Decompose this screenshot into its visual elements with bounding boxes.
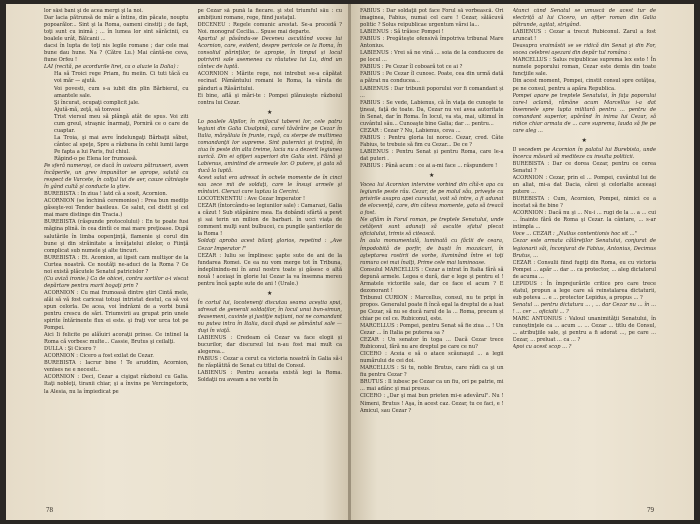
text-paragraph: LABIENUS : Cezar a trecut Rubiconul. Zarul a fost aruncat ! xyxy=(512,29,656,43)
text-paragraph: FABIUS : Pregăteşte ofensivă împotriva tribunal Mare Antonius. xyxy=(360,36,504,50)
text-paragraph: În cortul lui, locotenenţi discutau seama aceștia spui, adresat de generali soldaților, în locul unui bun-simun, deasemeni, cuvinte şi justiţie naţiuni, noi ne comandant nu putea intra în Italia, dacă după se pământul sale — duşi în viaţă. xyxy=(197,299,342,334)
left-page xyxy=(6,4,350,520)
text-paragraph: FABIUS : Pe Cezar îl coboară tot ce ai ? xyxy=(360,64,463,71)
text-paragraph: LABIENUS : Credeam că Cezar va face elogii și bucurilor, dar discursul lui n-au fost mai mult ca alegerea... xyxy=(197,335,342,356)
text-paragraph: dacsi în lupta de toţi nis legile romane ; dar cele mai bune dau hune. Na ? (Către Lu.) Mai cântă-ne ceva, fiune Orfeu ! xyxy=(44,43,189,64)
right-page-column-2 xyxy=(513,8,657,500)
text-paragraph: FABIUS : Până acum : ce ai a-mi face ... răspundere ! xyxy=(360,163,498,170)
text-paragraph: Soldaţi aproba acest bilanţ glorios, repetind : „Ave Cezar Imperator !" xyxy=(197,238,342,252)
text-paragraph: DECENEU : Regele comunic arestat. Se-a procedă ? Noi. monograf Cecilia... Spuse mai departe. xyxy=(197,22,342,36)
text-paragraph: Pompei apare pe treptele Senatului, în faţa poporului care-l aclamă, rămâne acum Marcellus i-a dat însemnele spre lupta militară pentru ... pentru de comandant superior, apărând în inima lui Cezar, să ridice chiar armata de ... care suprema, lauda să fie pe care aleg ... xyxy=(512,92,656,134)
text-paragraph: (Cu aviză ironie.) Ca de obicei, contra sortilor a-i viscut depărtare pentru marii bogaţi prin ? xyxy=(44,275,189,289)
text-paragraph: Consulul MARCELLUS : Cezar a intrat în Italia fără să depună armele. Legea e dură, dar e lege şi pentru el ! Armatele victoriile sale, dar ce face el acum ? E dezonorant ! xyxy=(360,266,504,294)
text-paragraph: CEZAR : Un senator în toga ... Dacă Cezar trece Rubiconul, fără nu are dreptul pe care ce nu? xyxy=(360,337,504,351)
text-paragraph: BUREBISTA : In ziua ! latd că a sosit, Acornion. xyxy=(44,191,168,198)
text-paragraph: BRUTUS : Il iubesc pe Cezar ca un fiu, ori pe patrie, mi ... mai adânc şi mai presus. xyxy=(360,379,504,393)
text-paragraph: FABIUS : Pentru gloria lui noroc. Cezar, cred. Câte Fabius, te trebuie să fim cu Cezar... De ce ? xyxy=(360,134,504,148)
text-paragraph: Deasupra vraimâstii se se ridică din Senat şi din For, vocea celebrei aşezani din depăr tul româna : xyxy=(512,43,656,57)
text-paragraph: Apartul şi păsându-se Deceneu ascultând vocea lui Acornion, care, evident, despre pericole ce la Roma, în consoliul părinţilor, te apropie, în timpul și locul potrivirii sale asemenea cu răutatea lui Lu, dind un cântec de luptă. xyxy=(197,36,342,71)
text-paragraph: Lo poalele Alpilor, în mijlocul taberei lor, cele patru legiuni din Galia Cisalpină, careî tăvărăre pe Cezar în Italia, mărşăluia în frunte, rugă, cu sterpe de multimea comandanţii lor supreme. Sint puternici şi truţină, în ziua în peste din alta treime, lacia nu a dezerit legiunea aurică. Din ei ofiţeri superiori din Galia sint. Făină şi Labienus, amintind de armeale lor. O putere, şi gata să ducă la luptă. xyxy=(197,118,342,174)
text-paragraph: Acest salut era adresat în ochele momente de în cinci sau zece mii de soldaţi, care le însuşi armele şi mîntuiri. Cleruzi care luptau la Cercini. xyxy=(197,175,342,196)
text-paragraph: ACORNION : Cezar, prin el ... Pompei, cuvântul lui de un aliat, mi-a dat Dacia, cărei şi celorlalte aceeaşi putere ... xyxy=(512,175,656,196)
text-paragraph: BUREBISTA : Et. Acomion, ai lipsit cam multişor de la Curtea noastră. Ce noutăţi ne-aduci de la Roma ? Ce noi există plăcutele Senatul patricislor ? xyxy=(44,254,189,275)
text-paragraph: pe Cezar să pună la fiecare. şi stel triumful său : cu ambițiuni romane, rege, fiind justaţul. xyxy=(197,8,342,22)
right-page xyxy=(350,4,694,520)
text-paragraph: Răpind-o pe Elena lor frumoasă. xyxy=(54,155,138,162)
text-paragraph: LABIENUS : Să trăiesc Pompei ! xyxy=(360,29,444,36)
text-paragraph: DULLA : Şi Cicero ? xyxy=(44,346,96,353)
book-gutter xyxy=(348,4,351,520)
text-paragraph: MARCELLUS : Si tu, noble Brutus, care râdi ca şi un fiu pentru Cezar ? xyxy=(360,365,504,379)
text-paragraph: Pe sferă numeroşi, ce dacă în uvioara pătrunseri, avem încăperile, un grev impunător se aprope, salută cu respect de Varcete, în colţul lui de aer, cauze câtniaşte în gând cultă şi conducte la ştire. xyxy=(44,163,189,191)
text-paragraph: LOCOTENENTIU : Ave Cezar Imperator ! xyxy=(197,196,306,203)
text-paragraph: MARCELLUS : Pompei, pentru Senat să fie ziua ... ! Un Cezar ... în Italia pe puterea sa ? xyxy=(360,323,504,337)
text-paragraph: Ei bine, află şi mări-te : Pompei plănuieşte războiul contra lui Cezar. xyxy=(197,92,342,106)
text-paragraph: ACORNION : Cu mai frumoasă dintre ştiri Cintă mele, alăi să vă fost cariceai totuşi intristat destul, ca să voi spun celorla. De acea, voi îndrăzni de a vorbi bună pentru crescu de sări. Triumvirii au grupat prin unele spirite întărinente flux ei este. şi fraţi vor urca tot pe Pompei. xyxy=(44,289,189,332)
text-paragraph: LABIENUS : Dar tribunii poporului vor fi comandant și ... xyxy=(360,85,504,99)
text-paragraph: LABIENUS : Pentru aceasta există legi la Roma. Soldaţii nu aveam a ne vorbi în xyxy=(197,370,342,384)
text-paragraph: La Troia, şi mai avre îndelungaţi Bărbaţii săbut, cântec al speţe, Spre a răzbuna în cehii lumii large Pe fapta a lui Paris, fiul chiul. xyxy=(54,134,189,155)
text-paragraph: Apoi cu acest scop ... ? xyxy=(512,344,572,351)
right-page-column-1 xyxy=(360,8,504,500)
text-paragraph: FABIUS : Dar soldaţii pot face Forul să vorbească. Ori imaginea, Fabius, numai cel care ! Cezar, sălăcuvă politic ? Solus reipublicae urgentum vărsi la... xyxy=(360,8,504,29)
text-paragraph: Trist viersul meu să plângă atât de spus. Voi ziti cum greul, straşnic înarmaţi, Porniră ce o care de cuaptar. xyxy=(54,113,189,134)
text-paragraph: FABIUS : Se vede, Labienus, că în viaţa de cunoşte te ţineai, faţă de toate. Da, Cezar nu vei avea autoritate în Senat, dar în Roma. În locul, va sta, mai, ultimul în cuvântul său... Cunoaşte bine Galia; dar ... pentru... xyxy=(360,99,504,127)
text-paragraph: Din acest moment, Pompei, cinstit consul spre cetăţea, pe ne consul, pentru a apăra Republica. xyxy=(512,78,656,92)
text-paragraph: LABIENUS : Pentru Senat și pentru Roma, care le-a dat puteri . xyxy=(360,148,504,162)
text-paragraph: FABIUS : Cezar a cerut ca victoria noastră în Galia să-i fie răsplătită de Senat cu titlul de Consul. xyxy=(197,356,342,370)
book-spread xyxy=(6,4,694,520)
text-paragraph: FABIUS : Pe Cezar îl cunosc. Poate, cea din urmă dată a pătrat nu conducea... xyxy=(360,71,504,85)
text-paragraph: ACORNION : Dacă nu şi ... Nu-i ... rugi de la ... a ... cui ... înainte fără de Roma şi Cezar. la cântare, ... s-ar intimpla ... xyxy=(512,210,656,231)
text-paragraph: ACORNION : Mărite rege, noi intrebut se-a căpătat vecinaf. Pământului romani le Roma, la vărsta de gânduri a Răsăritului. xyxy=(197,71,342,92)
text-paragraph: ACORNION : Cicero a fost exilat de Cezar. xyxy=(44,353,154,360)
text-paragraph: ACORNION (se închină ceremonios) : Prea bun mediţo găseşte-voi Tender basileus. Ce salut, cel distit şi cel mai mare distinge din Tracia.) xyxy=(44,198,189,219)
text-paragraph: Dar lacia pătrunsă de măr a întins, din păcate, nouptu popoarălor... Sint şi la Roma, oameni cinstiţi ; de fapt, toţi sunt cu inimă ; ... în lumea lor sint sărăcinii, cu boalele urât, Bălcanii ... xyxy=(44,15,189,43)
text-paragraph: Il vecedem pe Acornion în palatul lui Burebista, unde încerca măsură să mediteze cu insulta politicii. xyxy=(512,146,656,160)
right-page-number: 79 xyxy=(647,506,654,514)
left-page-column-2 xyxy=(198,8,343,500)
section-separator-star: ★ xyxy=(581,136,587,144)
text-paragraph: Ajută-mă, zeţă, să tonvesi xyxy=(54,106,121,113)
text-paragraph: Senatul ... pentru dictatura ... , ... dar Cezar nu ... în ... ! ... cer ... oficialii ... ? xyxy=(512,301,656,315)
text-paragraph: CICERO : Aceia e să o atace scăunaşul ... a legii numărului de cei doi. xyxy=(360,351,504,365)
right-page-columns xyxy=(360,8,656,500)
text-paragraph: Ha să Troici rege Priam, fiu meiin. Ci tuti tăcă cu voi măr — ajută. xyxy=(54,71,189,85)
text-paragraph: BUREBISTA (răspunde protocolului) : En te poate fusi măgina plină. în cea dintîi ce mai mare preţioase. După salutările în limba oopenţinţă, flamenie şi corul din bune şi din străinitate a învăţatelui zilelor, o Fiinţă complicat sub numele şi alte tincuri. xyxy=(44,219,189,254)
text-paragraph: lor săsi bani şi de acea mergi şi la noi. xyxy=(44,8,143,14)
text-paragraph: LAI (recită, pe acordurile lirei, ca o aluzie la Dalia) : xyxy=(44,64,179,71)
text-paragraph: Vocea lui Acornion intervine vorbind din cîtă-n apa cu legiunile peste râu. Cezar, de pe malul său, priveşte cu privirile asupra apei cursului, voit să intre, a fi adunat de elocvenţă, care, din câteva momente, gata să treacă a fost. xyxy=(360,182,504,217)
section-separator-star: ★ xyxy=(267,108,273,116)
left-page-columns xyxy=(44,8,342,500)
text-paragraph: CEZAR (întorcându-se legiunilor sale) : Camarazi, Galia a căzut ! Sub stăpânire mea. Ea dobândi sfârtă a pewt şi sai terin un milion de barbari. în ucci viaţa de comment mulţi sunt bulbucei, cu pungile şantierilor de la Roma ! xyxy=(197,203,342,238)
section-separator-star: ★ xyxy=(267,289,273,297)
text-paragraph: Cezar este armata călăreţilor Senatului, conjurat de legionarii săi, înconjurat de Fabius, Antonius, Decimus Brutus, ... xyxy=(512,238,656,259)
text-paragraph: BUREBISTA : Iacrur bine ! Te aruddim, Acornion, venises ne e necesit.. xyxy=(44,360,189,374)
text-paragraph: LABIENUS : Vrei să ne vină ... soia de la conducere de pe locul ... xyxy=(360,50,504,64)
text-paragraph: BUREBISTA : Cum, Acornion, Pompei, nimici ce a încetat să fie bine ? xyxy=(512,196,656,210)
text-paragraph: Ne aflăm în Forul roman, pe treptele Senatului, unde cetățenii sunt adunați să asculte sfatul plecat oficialului, trimis să citească. xyxy=(360,217,504,238)
text-paragraph: MARCELLUS : Salus reipublicae suprema lex esto ! În numele poporului roman, Cezar este demis din toate funcţiile sale. xyxy=(512,57,656,78)
left-page-column-1 xyxy=(44,8,189,500)
text-paragraph: Aici Ii felicite pe alăîuiri acoraţii prinse. Ce intinel la Roma că vorbesc multe... Cassie, Brutus şi ceilalţi. xyxy=(44,332,189,346)
text-paragraph: ACORNION : Deci, Cezar a cişigat războiul cu Galia. Itaţi nobleţi, tiranii chiar, şi a învins pe Vercingetorix, la Alesia, nu la împiedicat pe xyxy=(44,374,189,395)
text-paragraph: CICERO : „Dar şi mai bun prieten mi-e adevărul". Nu ! Nimeni, Brutus ! Aşa, în acest caz. Cezar, tu ce faci, e ! Amicul, sau Cezar ? xyxy=(360,393,504,414)
text-paragraph: CEZAR : Consulii fiind fugiţi din Roma, eu cu victoria Pompei ... apăr ... dar ... ca protector, ... aleg dictatorul de acuma ... xyxy=(512,259,656,280)
text-paragraph: CEZAR : Iuliu se împlinesc şapte sute de ani de la fundarea Romei. Ce ea nu vom merge tot în Tribuna, îndeplinindu-mi în anul nostru toate și găsesc o altă nouă ! aceiaşi în glorie lui Cezar la va însemna mereu pentru încă şapte sute de ani ! (Urale.) xyxy=(197,252,342,287)
text-paragraph: Atunci când Senatul se umuscă de acest tur de electriță al lui Cicero, un ofițer roman din Galia pătrunde, agitat, strigând. xyxy=(512,8,656,29)
text-paragraph: În aula monumentală, luminată cu făclii de ceara, împodobită de porfir, de buști în mozaicuri, în aşteptarea rostirii de vorbe, iluminând între ei toţi ramura cei mai înalţi, Prime cele mai luminoase. xyxy=(360,238,504,266)
text-paragraph: MARC ANTONIUS : Valoul unanimităţii Senatului, în cunoştinţele ca ... acum ... ... Cezar ... titlu de Consul, ... atribuţiile sale, şi pentru a fi adorat ..., pe care ... Cezar, ... preluat ... ca ... ? xyxy=(512,315,656,344)
text-paragraph: CEZAR : Cezar ? Nu, Labienus, ceva ... xyxy=(360,127,461,134)
left-page-number: 78 xyxy=(46,506,53,514)
section-separator-star: ★ xyxy=(429,172,435,180)
text-paragraph: Voi povesti, cum s-a iubit din plin Bărbierul, cu amantele sale. xyxy=(54,85,189,99)
text-paragraph: LEPIDUS : În împrejurările critice pro care trece statul, propun a lege care să reinstalarea dictaturii, sub poteva ... e ... protector Lepidus, a propus ... ? xyxy=(512,280,656,301)
text-paragraph: BUREBISTA : Dar ce dorea Cezar, pentru ce cerea Senatul ? xyxy=(512,160,656,174)
text-paragraph: Voce ... CEZAR : „Nullus contentionis hoc sit ..." xyxy=(512,231,637,238)
text-paragraph: Tribunul CURION : Marcellus, consul, nu te pripi în propos. Generalul poate fi încă egal la dreptul de a luat pe Cezar, să nu se ducă rarul de la ... Roma, precum și chiar pe cel ce. Rubiconul, este. xyxy=(360,294,504,322)
text-paragraph: Şi încurat, ocupaţi complicit jale. xyxy=(54,99,140,106)
